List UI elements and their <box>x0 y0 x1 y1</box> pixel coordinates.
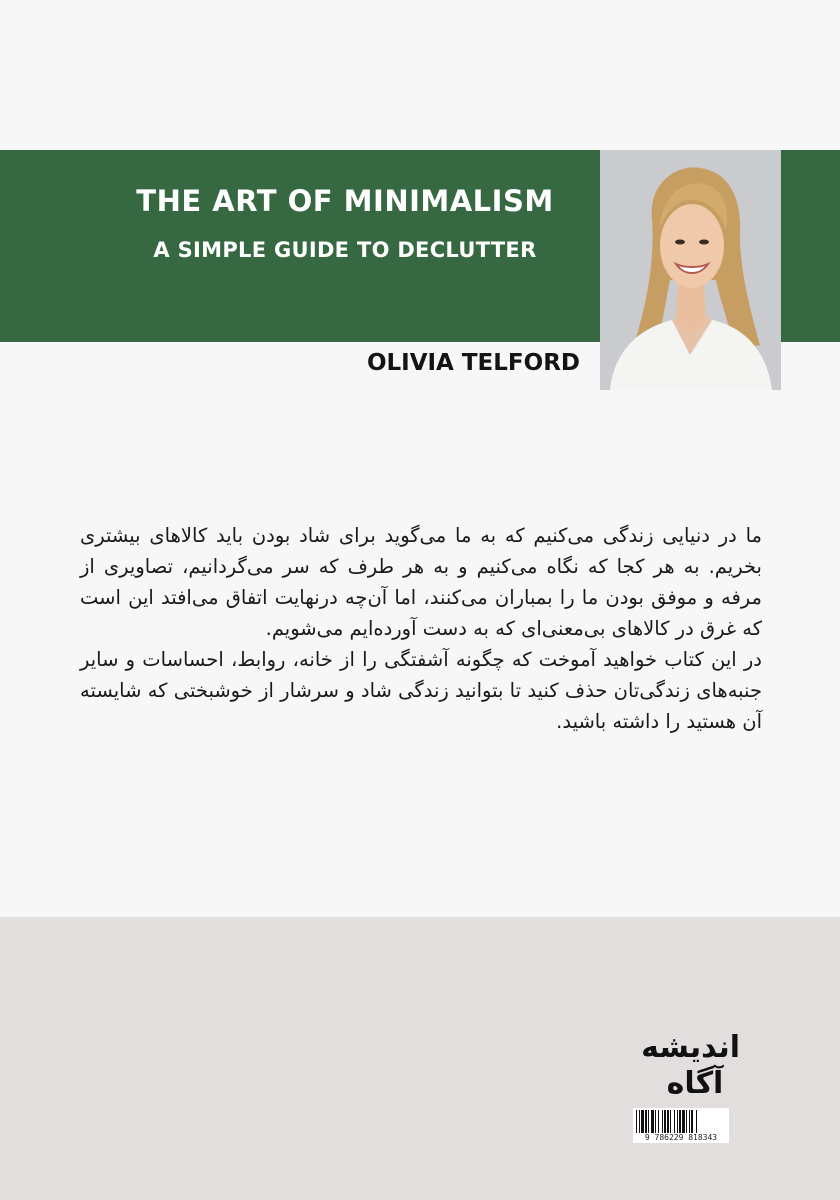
barcode-bar <box>648 1110 649 1134</box>
publisher-name-line-2: آگاه <box>666 1066 724 1101</box>
author-name: OLIVIA TELFORD <box>366 350 580 376</box>
barcode-bar <box>670 1110 671 1134</box>
blurb-paragraph-2: در این کتاب خواهید آموخت که چگونه آشفتگی را از خانه، روابط، احساسات و سایر جنبه‌های زندگی‌تان حذف کنید تا بتوانید زندگی شاد و سرشار از خوشبختی که شایسته آن هستید را داشته باشید. <box>80 648 762 733</box>
barcode-bar <box>691 1110 693 1134</box>
barcode <box>633 1108 729 1134</box>
barcode-bar <box>639 1110 640 1134</box>
barcode-bar <box>696 1110 697 1134</box>
barcode-bar <box>664 1110 666 1134</box>
barcode-bar <box>689 1110 690 1134</box>
barcode-number: 9 786229 818343 <box>633 1133 729 1143</box>
barcode-bar <box>655 1110 656 1134</box>
author-photo <box>600 150 781 390</box>
publisher-name-line-1: اندیشه <box>641 1030 740 1065</box>
barcode-bar <box>667 1110 669 1134</box>
barcode-bar <box>651 1110 654 1134</box>
book-subtitle: A SIMPLE GUIDE TO DECLUTTER <box>153 238 537 262</box>
barcode-bar <box>677 1110 678 1134</box>
book-title: THE ART OF MINIMALISM <box>136 184 554 218</box>
barcode-bar <box>645 1110 647 1134</box>
barcode-bar <box>679 1110 681 1134</box>
barcode-bar <box>682 1110 685 1134</box>
barcode-bar <box>641 1110 644 1134</box>
barcode-bar <box>686 1110 687 1134</box>
barcode-bar <box>636 1110 637 1134</box>
back-cover-blurb <box>80 520 762 737</box>
blurb-paragraph-1: ما در دنیایی زندگی می‌کنیم که به ما می‌گوید برای شاد بودن باید کالاهای بیشتری بخریم. به هر کجا که نگاه می‌کنیم و به هر طرف که سر می‌گردانیم، تصاویری از مرفه و موفق بودن ما را بمباران می‌کنند، اما آن‌چه درنهایت اتفاق می‌افتد این است که غرق در کالاهای بی‌معنی‌ای که به دست آورده‌ایم می‌شویم. <box>80 524 762 640</box>
barcode-bar <box>658 1110 659 1134</box>
barcode-bar <box>662 1110 663 1134</box>
author-portrait-illustration <box>600 150 781 390</box>
barcode-bar <box>674 1110 675 1134</box>
publisher-logo <box>641 1030 740 1102</box>
